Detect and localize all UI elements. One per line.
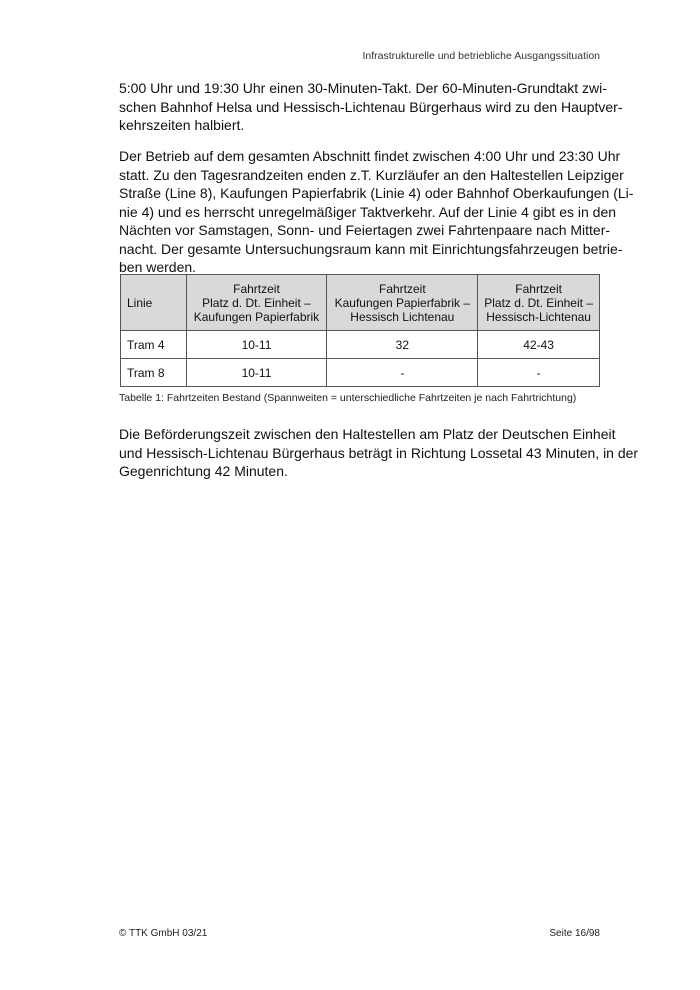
table-row xyxy=(121,331,600,359)
table-caption: Tabelle 1: Fahrtzeiten Bestand (Spannweiten = unterschiedliche Fahrtzeiten je nach Fahrtrichtung) xyxy=(119,392,577,404)
text-line: ben werden. xyxy=(119,259,197,275)
text-line: Gegenrichtung 42 Minuten. xyxy=(119,463,288,479)
table-cell: 32 xyxy=(327,331,478,359)
header-text: Platz d. Dt. Einheit – xyxy=(484,295,593,310)
text-line: kehrszeiten halbiert. xyxy=(119,117,245,133)
table-cell: Tram 4 xyxy=(121,331,187,359)
text-line: statt. Zu den Tagesrandzeiten enden z.T. Kurzläufer an den Haltestellen Leipziger xyxy=(119,166,624,183)
column-header-line xyxy=(121,275,187,331)
text-line: Straße (Line 8), Kaufungen Papierfabrik (Linie 4) oder Bahnhof Oberkaufungen (Li- xyxy=(119,185,634,201)
travel-times-table xyxy=(120,274,600,387)
text-line: und Hessisch-Lichtenau Bürgerhaus beträgt in Richtung Lossetal 43 Minuten, in der xyxy=(119,444,639,461)
table-header-row xyxy=(121,275,600,331)
header-text: Fahrtzeit xyxy=(233,281,280,296)
paragraph-2 xyxy=(119,147,634,277)
header-text: Kaufungen Papierfabrik – xyxy=(334,295,471,310)
table-cell: 10-11 xyxy=(186,359,327,387)
footer-page-number: Seite 16/98 xyxy=(549,928,600,939)
text-line: 5:00 Uhr und 19:30 Uhr einen 30-Minuten-Takt. Der 60-Minuten-Grundtakt zwi- xyxy=(119,80,607,96)
header-text: Fahrtzeit xyxy=(515,281,562,296)
column-header-time-1 xyxy=(186,275,327,331)
text-line: schen Bahnhof Helsa und Hessisch-Lichtenau Bürgerhaus wird zu den Hauptver- xyxy=(119,98,623,115)
text-line: Die Beförderungszeit zwischen den Haltestellen am Platz der Deutschen Einheit xyxy=(119,426,616,442)
table-cell: 10-11 xyxy=(186,331,327,359)
table-row xyxy=(121,359,600,387)
text-line: Nächten vor Samstagen, Sonn- und Feiertagen zwei Fahrtenpaare nach Mitter- xyxy=(119,222,611,238)
header-text: Hessisch Lichtenau xyxy=(350,309,455,324)
text-line: nacht. Der gesamte Untersuchungsraum kann mit Einrichtungsfahrzeugen betrie- xyxy=(119,240,623,257)
paragraph-1 xyxy=(119,79,623,135)
page-header: Infrastrukturelle und betriebliche Ausgangssituation xyxy=(362,50,600,62)
table-cell: 42-43 xyxy=(478,331,600,359)
header-text: Platz d. Dt. Einheit – xyxy=(202,295,311,310)
table-cell: - xyxy=(478,359,600,387)
header-text: Kaufungen Papierfabrik xyxy=(193,309,320,324)
header-text: Hessisch-Lichtenau xyxy=(486,309,591,324)
text-line: Der Betrieb auf dem gesamten Abschnitt findet zwischen 4:00 Uhr und 23:30 Uhr xyxy=(119,148,621,164)
table-cell: - xyxy=(327,359,478,387)
header-text: Linie xyxy=(127,295,153,310)
header-text: Fahrtzeit xyxy=(378,281,426,296)
column-header-time-2 xyxy=(327,275,478,331)
footer-copyright: © TTK GmbH 03/21 xyxy=(119,928,208,939)
table-cell: Tram 8 xyxy=(121,359,187,387)
text-line: nie 4) und es herrscht unregelmäßiger Taktverkehr. Auf der Linie 4 gibt es in den xyxy=(119,203,617,220)
paragraph-3 xyxy=(119,425,639,481)
column-header-time-3 xyxy=(478,275,600,331)
